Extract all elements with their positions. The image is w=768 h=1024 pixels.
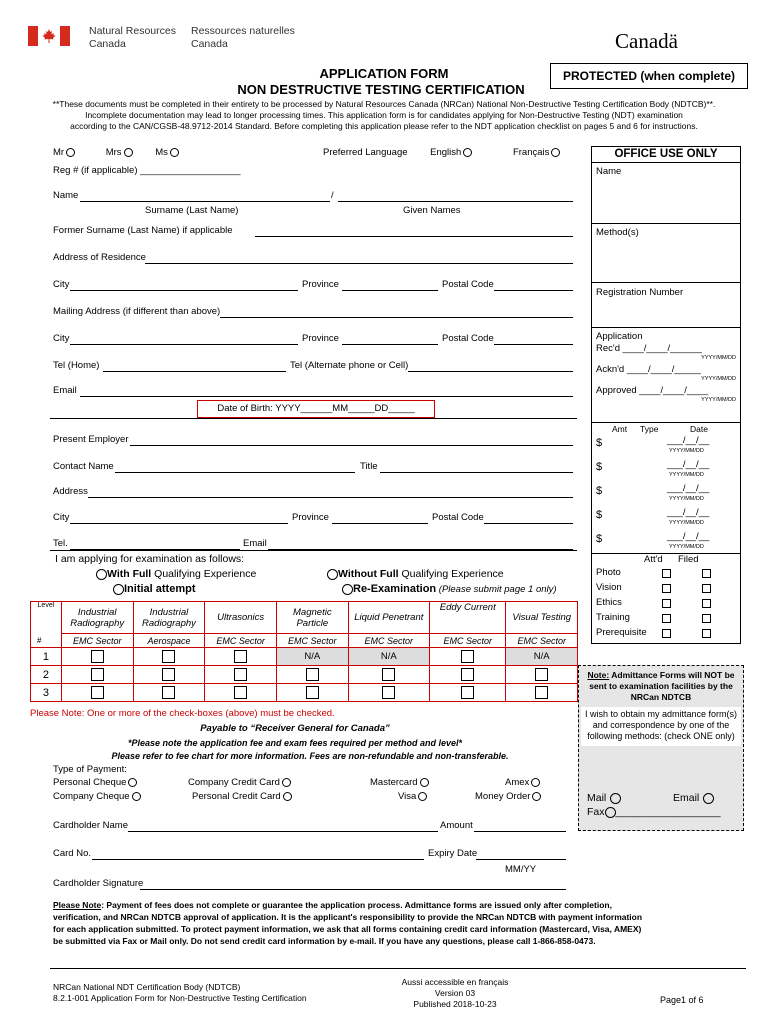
filed-checkbox[interactable] bbox=[702, 569, 711, 578]
method-mt: Magnetic Particle bbox=[277, 602, 349, 634]
exam-methods-table bbox=[30, 601, 578, 702]
level-number: 3 bbox=[31, 684, 62, 702]
mailing-city-label: City bbox=[53, 333, 70, 344]
method-ut: Ultrasonics bbox=[205, 602, 277, 634]
method-ir-emc: Industrial Radiography bbox=[61, 602, 133, 634]
method-level-cell bbox=[430, 666, 506, 684]
canada-flag-icon bbox=[28, 26, 70, 46]
office-application: Application Rec'd ____/____/______ YYYY/MM/DD Ackn'd ____/____/_____ YYYY/MM/DD Approved ____/____/____ YYYY/MM/DD bbox=[592, 328, 740, 423]
office-methods: Method(s) bbox=[592, 224, 740, 283]
province-label: Province bbox=[302, 279, 339, 290]
title-line[interactable] bbox=[380, 471, 573, 473]
method-level-checkbox[interactable] bbox=[234, 668, 247, 681]
method-level-checkbox[interactable] bbox=[306, 668, 319, 681]
method-level-checkbox[interactable] bbox=[162, 650, 175, 663]
mailing-label: Mailing Address (if different than above) bbox=[53, 306, 221, 317]
dollar-sign: $ bbox=[596, 509, 603, 521]
sector-vt: EMC Sector bbox=[506, 634, 578, 648]
name-label: Name bbox=[53, 190, 79, 201]
francais-radio[interactable] bbox=[551, 148, 560, 157]
contact-label: Contact Name bbox=[53, 461, 114, 472]
employer-tel-label: Tel. bbox=[53, 538, 68, 549]
office-payment-row bbox=[592, 507, 740, 531]
title-label: Title bbox=[360, 461, 378, 472]
check-label: Photo bbox=[596, 567, 621, 578]
protected-box: PROTECTED (when complete) bbox=[550, 63, 748, 89]
method-vt: Visual Testing bbox=[506, 602, 578, 634]
postal-label: Postal Code bbox=[442, 279, 494, 290]
method-level-cell bbox=[61, 666, 133, 684]
filed-checkbox[interactable] bbox=[702, 599, 711, 608]
expiry-line[interactable] bbox=[476, 858, 566, 860]
office-payment-row bbox=[592, 483, 740, 507]
filed-checkbox[interactable] bbox=[702, 629, 711, 638]
footer-left: NRCan National NDT Certification Body (NDTCB) 8.2.1-001 Application Form for Non-Destructive Testing Certification bbox=[53, 982, 307, 1003]
check-label: Ethics bbox=[596, 597, 622, 608]
employer-city-label: City bbox=[53, 512, 70, 523]
office-check-row bbox=[592, 567, 740, 581]
address-line[interactable] bbox=[145, 262, 573, 264]
employer-province-line[interactable] bbox=[332, 522, 428, 524]
method-level-checkbox[interactable] bbox=[91, 650, 104, 663]
mailing-province-label: Province bbox=[302, 333, 339, 344]
sector-ir-aero: Aerospace bbox=[133, 634, 205, 648]
employer-postal-line[interactable] bbox=[484, 522, 573, 524]
filed-checkbox[interactable] bbox=[702, 584, 711, 593]
title-radios: Mr Mrs Ms bbox=[53, 147, 179, 159]
check-label: Vision bbox=[596, 582, 622, 593]
method-level-cell bbox=[430, 648, 506, 666]
tel-home-line[interactable] bbox=[103, 370, 286, 372]
method-level-cell bbox=[506, 684, 578, 702]
method-level-checkbox[interactable] bbox=[461, 668, 474, 681]
method-ir-aero: Industrial Radiography bbox=[133, 602, 205, 634]
office-payments: Amt Type Date $ ___/__/__ YYYY/MM/DD $ ___/__/__ YYYY/MM/DD $ ___/__/__ YYYY/MM/DD $ ___/__/__ YYYY/MM/DD $ ___/__/__ YYYY/MM/DD bbox=[592, 423, 740, 554]
intro-note: **These documents must be completed in their entirety to be processed by Natural Resources Canada (NRCan) National Non-Destructive Testing Certification Body (NDTCB)**. Incomplete documentation may lead to longer processing times. This application form is for candidates applying for Non-Destructive Testing (NDT) examination according to the CAN/CGSB-48.9712-2014 Standard. Before completing this application please refer to the NDT application checklist on pages 5 and 6 for instructions. bbox=[52, 99, 716, 131]
ms-radio[interactable] bbox=[170, 148, 179, 157]
level-row bbox=[31, 648, 578, 666]
na-cell: N/A bbox=[348, 648, 429, 666]
level-row bbox=[31, 684, 578, 702]
attended-checkbox[interactable] bbox=[662, 599, 671, 608]
province-line[interactable] bbox=[342, 289, 438, 291]
email-label: Email bbox=[53, 385, 77, 396]
name-slash: / bbox=[331, 190, 334, 201]
method-level-checkbox[interactable] bbox=[535, 668, 548, 681]
section-divider-2 bbox=[50, 550, 577, 551]
office-payment-row bbox=[592, 435, 740, 459]
given-names-caption: Given Names bbox=[403, 205, 461, 216]
method-et: Eddy Current bbox=[430, 602, 506, 634]
office-payment-row bbox=[592, 531, 740, 555]
admittance-note: Note: Admittance Forms will NOT be sent to examination facilities by the NRCan NDTCB bbox=[587, 670, 735, 702]
method-level-checkbox[interactable] bbox=[535, 686, 548, 699]
sector-pt: EMC Sector bbox=[348, 634, 429, 648]
address-label: Address of Residence bbox=[53, 252, 146, 263]
date-format-caption: YYYY/MM/DD bbox=[669, 472, 704, 478]
email-line[interactable] bbox=[80, 395, 573, 397]
dollar-sign: $ bbox=[596, 437, 603, 449]
amount-label: Amount bbox=[440, 820, 473, 831]
sector-et: EMC Sector bbox=[430, 634, 506, 648]
cardholder-line[interactable] bbox=[128, 830, 438, 832]
admittance-panel bbox=[578, 665, 744, 831]
date-format-caption: YYYY/MM/DD bbox=[669, 544, 704, 550]
mail-option[interactable]: Mail bbox=[587, 792, 621, 804]
attended-checkbox[interactable] bbox=[662, 569, 671, 578]
payment-disclaimer: Please Note: Payment of fees does not complete or guarantee the application process. Admittance forms are issued only after completion, verification, and NRCan NDTCB approval of application. It is the applicant's responsibility to provide the NRCan NDTCB with payment information for each application submitted. To protect payment information, we ask that all forms containing credit card information (Mastercard, Visa, AMEX) be submitted via Fax or Mail only. Do not send credit card information by e-mail. If you have any questions, please call 1-866-858-0473. bbox=[53, 900, 643, 946]
form-title: APPLICATION FORM bbox=[319, 66, 449, 81]
personal-credit-option[interactable]: Personal Credit Card bbox=[192, 791, 292, 803]
office-check-row bbox=[592, 627, 740, 641]
admittance-wish: I wish to obtain my admittance form(s) and correspondence by one of the following methods: (check ONE only) bbox=[581, 707, 741, 746]
initial-attempt-option[interactable]: Initial attempt bbox=[113, 583, 196, 595]
employer-label: Present Employer bbox=[53, 434, 129, 445]
payment-date-blank: ___/__/__ bbox=[667, 459, 710, 470]
surname-line[interactable] bbox=[80, 200, 330, 202]
visa-option[interactable]: Visa bbox=[398, 791, 427, 803]
card-no-line[interactable] bbox=[92, 858, 424, 860]
company-credit-option[interactable]: Company Credit Card bbox=[188, 777, 291, 789]
former-surname-label: Former Surname (Last Name) if applicable bbox=[53, 225, 233, 236]
method-level-cell bbox=[205, 684, 277, 702]
fee-chart-note: Please refer to fee chart for more information. Fees are non-refundable and non-transferable. bbox=[111, 751, 509, 761]
office-check-row bbox=[592, 597, 740, 611]
method-level-cell bbox=[205, 648, 277, 666]
date-format-caption: YYYY/MM/DD bbox=[669, 520, 704, 526]
method-level-cell bbox=[133, 684, 205, 702]
cardholder-label: Cardholder Name bbox=[53, 820, 128, 831]
mailing-province-line[interactable] bbox=[342, 343, 438, 345]
tel-alt-line[interactable] bbox=[408, 370, 573, 372]
surname-caption: Surname (Last Name) bbox=[145, 205, 239, 216]
mailing-postal-line[interactable] bbox=[494, 343, 573, 345]
date-of-birth-field[interactable]: Date of Birth: YYYY______MM_____DD_____ bbox=[197, 400, 435, 418]
employer-address-line[interactable] bbox=[88, 496, 573, 498]
fax-option[interactable]: Fax __________________ bbox=[587, 806, 721, 818]
sector-ut: EMC Sector bbox=[205, 634, 277, 648]
employer-postal-label: Postal Code bbox=[432, 512, 484, 523]
expiry-label: Expiry Date bbox=[428, 848, 478, 859]
sector-ir-emc: EMC Sector bbox=[61, 634, 133, 648]
mastercard-option[interactable]: Mastercard bbox=[370, 777, 429, 789]
date-format-caption: YYYY/MM/DD bbox=[669, 448, 704, 454]
attended-checkbox[interactable] bbox=[662, 614, 671, 623]
section-divider bbox=[50, 418, 577, 419]
dollar-sign: $ bbox=[596, 533, 603, 545]
level-number: 2 bbox=[31, 666, 62, 684]
department-name-en: Natural Resources Canada bbox=[89, 25, 176, 50]
given-names-line[interactable] bbox=[338, 200, 573, 202]
checkbox-note: Please Note: One or more of the check-boxes (above) must be checked. bbox=[30, 708, 335, 719]
office-payment-row bbox=[592, 459, 740, 483]
email-option[interactable]: Email bbox=[673, 792, 714, 804]
method-level-checkbox[interactable] bbox=[234, 686, 247, 699]
payable-to: Payable to “Receiver General for Canada” bbox=[200, 723, 390, 734]
method-level-checkbox[interactable] bbox=[382, 686, 395, 699]
check-label: Training bbox=[596, 612, 630, 623]
postal-line[interactable] bbox=[494, 289, 573, 291]
applying-label: I am applying for examination as follows: bbox=[55, 553, 245, 565]
method-level-checkbox[interactable] bbox=[162, 668, 175, 681]
method-pt: Liquid Penetrant bbox=[348, 602, 429, 634]
personal-cheque-option[interactable]: Personal Cheque bbox=[53, 777, 137, 789]
office-check-row bbox=[592, 612, 740, 626]
signature-label: Cardholder Signature bbox=[53, 878, 144, 889]
office-use-panel: OFFICE USE ONLY Name Method(s) Registration Number Application Rec'd ____/____/______ YYYY/MM/DD Ackn'd ____/____/_____ YYYY/MM/DD Approved ____/____/____ YYYY/MM/DD Amt Type Date $ ___/__/__ YYYY/MM/DD $ ___/__/__ YYYY/MM/DD $ ___/__/__ YYYY/MM/DD $ ___/__/__ YYYY/MM/DD $ ___/__/__ YYYY/MM/DD Att'd Filed Photo Vision Ethics Training Prerequisite bbox=[591, 146, 741, 644]
method-level-cell bbox=[133, 666, 205, 684]
card-no-label: Card No. bbox=[53, 848, 92, 859]
employer-line[interactable] bbox=[130, 444, 573, 446]
mailing-postal-label: Postal Code bbox=[442, 333, 494, 344]
employer-address-label: Address bbox=[53, 486, 88, 497]
level-row bbox=[31, 666, 578, 684]
footer-center: Aussi accessible en français Version 03 Published 2018-10-23 bbox=[401, 977, 509, 1009]
method-level-checkbox[interactable] bbox=[306, 686, 319, 699]
amex-option[interactable]: Amex bbox=[505, 777, 540, 789]
office-name: Name bbox=[592, 163, 740, 224]
method-level-cell bbox=[61, 684, 133, 702]
method-level-cell bbox=[277, 666, 349, 684]
dollar-sign: $ bbox=[596, 461, 603, 473]
city-line[interactable] bbox=[70, 289, 298, 291]
method-level-checkbox[interactable] bbox=[234, 650, 247, 663]
method-level-checkbox[interactable] bbox=[461, 686, 474, 699]
employer-province-label: Province bbox=[292, 512, 329, 523]
mrs-radio[interactable] bbox=[124, 148, 133, 157]
dollar-sign: $ bbox=[596, 485, 603, 497]
level-header: Level bbox=[31, 602, 62, 634]
method-level-checkbox[interactable] bbox=[91, 668, 104, 681]
city-label: City bbox=[53, 279, 70, 290]
tel-alt-label: Tel (Alternate phone or Cell) bbox=[290, 360, 409, 371]
reexam-option[interactable]: Re-Examination (Please submit page 1 only) bbox=[342, 583, 557, 596]
tel-home-label: Tel (Home) bbox=[53, 360, 100, 371]
method-level-checkbox[interactable] bbox=[162, 686, 175, 699]
office-heading: OFFICE USE ONLY bbox=[592, 147, 740, 163]
fee-note: *Please note the application fee and exam fees required per method and level* bbox=[127, 738, 463, 748]
mmyy-caption: MM/YY bbox=[505, 864, 537, 875]
company-cheque-option[interactable]: Company Cheque bbox=[53, 791, 141, 803]
english-radio[interactable] bbox=[463, 148, 472, 157]
without-full-option[interactable]: Without Full Qualifying Experience bbox=[327, 568, 504, 580]
department-name-fr: Ressources naturelles Canada bbox=[191, 25, 295, 50]
former-surname-line[interactable] bbox=[255, 235, 573, 237]
signature-line[interactable] bbox=[140, 888, 566, 890]
method-level-cell bbox=[133, 648, 205, 666]
level-number: 1 bbox=[31, 648, 62, 666]
preferred-language: Preferred Language English Français bbox=[323, 147, 560, 159]
contact-line[interactable] bbox=[115, 471, 355, 473]
method-level-cell bbox=[348, 684, 429, 702]
form-subtitle: NON DESTRUCTIVE TESTING CERTIFICATION bbox=[237, 82, 525, 97]
na-cell: N/A bbox=[277, 648, 349, 666]
payment-date-blank: ___/__/__ bbox=[667, 507, 710, 518]
payment-date-blank: ___/__/__ bbox=[667, 483, 710, 494]
method-level-cell bbox=[61, 648, 133, 666]
method-level-cell bbox=[506, 666, 578, 684]
attended-checkbox[interactable] bbox=[662, 584, 671, 593]
reg-number-field[interactable]: Reg # (if applicable) ___________________ bbox=[53, 165, 241, 176]
mailing-line[interactable] bbox=[220, 316, 573, 318]
page-number: Page1 of 6 bbox=[660, 995, 704, 1005]
footer-divider bbox=[50, 968, 746, 969]
method-level-cell bbox=[205, 666, 277, 684]
employer-city-line[interactable] bbox=[70, 522, 288, 524]
mailing-city-line[interactable] bbox=[70, 343, 298, 345]
payment-date-blank: ___/__/__ bbox=[667, 435, 710, 446]
na-cell: N/A bbox=[506, 648, 578, 666]
payment-type-label: Type of Payment: bbox=[53, 764, 127, 775]
attended-checkbox[interactable] bbox=[662, 629, 671, 638]
method-level-cell bbox=[277, 684, 349, 702]
money-order-option[interactable]: Money Order bbox=[475, 791, 541, 803]
method-level-cell bbox=[348, 666, 429, 684]
hash-header: # bbox=[31, 634, 62, 648]
sector-mt: EMC Sector bbox=[277, 634, 349, 648]
method-level-checkbox[interactable] bbox=[461, 650, 474, 663]
method-level-checkbox[interactable] bbox=[382, 668, 395, 681]
office-check-row bbox=[592, 582, 740, 596]
date-format-caption: YYYY/MM/DD bbox=[669, 496, 704, 502]
amount-line[interactable] bbox=[474, 830, 566, 832]
office-reg-number: Registration Number bbox=[592, 283, 740, 328]
check-label: Prerequisite bbox=[596, 627, 647, 638]
filed-checkbox[interactable] bbox=[702, 614, 711, 623]
payment-date-blank: ___/__/__ bbox=[667, 531, 710, 542]
method-level-cell bbox=[430, 684, 506, 702]
employer-email-label: Email bbox=[243, 538, 267, 549]
canada-wordmark: Canadä bbox=[615, 29, 678, 53]
method-level-checkbox[interactable] bbox=[91, 686, 104, 699]
mr-radio[interactable] bbox=[66, 148, 75, 157]
with-full-option[interactable]: With Full Qualifying Experience bbox=[96, 568, 256, 580]
